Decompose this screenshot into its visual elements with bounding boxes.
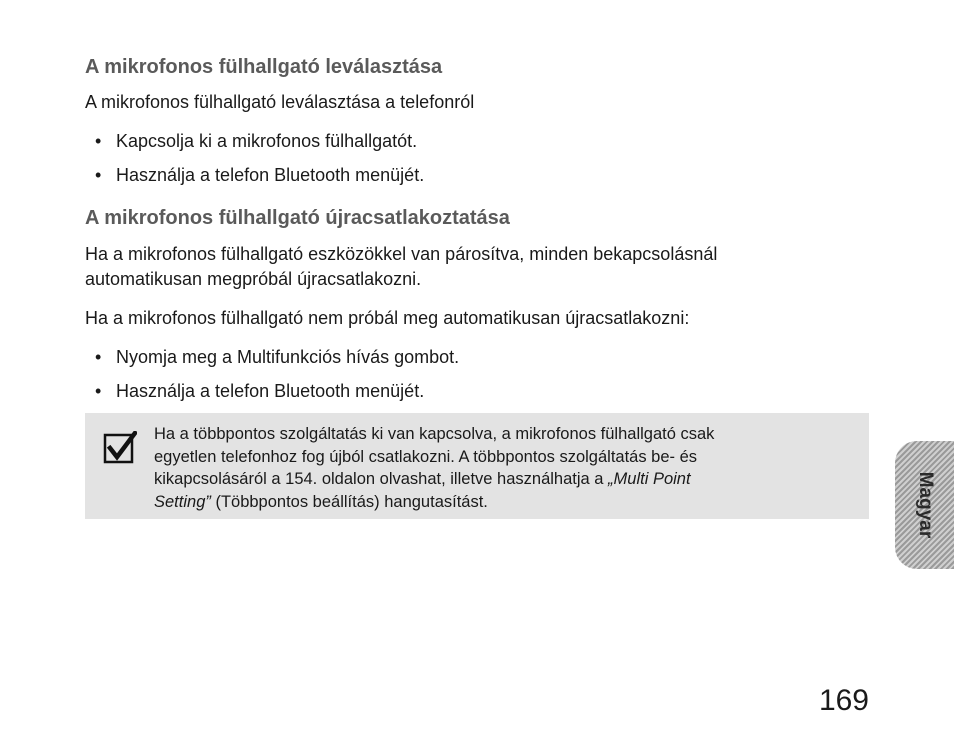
list-item-text: Nyomja meg a Multifunkciós hívás gombot.	[116, 347, 460, 367]
bullet-icon: •	[95, 347, 102, 367]
note-text	[154, 423, 854, 513]
list-item	[85, 380, 459, 414]
note-line-text: (Többpontos beállítás) hangutasítást.	[210, 492, 488, 511]
bullet-icon: •	[95, 165, 102, 185]
section-heading-disconnect: A mikrofonos fülhallgató leválasztása	[85, 56, 443, 78]
bullet-list-reconnect	[85, 346, 459, 414]
paragraph-line: automatikusan megpróbál újracsatlakozni.	[85, 269, 422, 289]
note-line	[154, 491, 854, 514]
page-number: 169	[818, 684, 869, 717]
language-side-tab	[895, 441, 954, 569]
note-line	[154, 468, 854, 491]
list-item-text: Használja a telefon Bluetooth menüjét.	[116, 381, 425, 401]
bullet-list-disconnect	[85, 130, 424, 198]
note-line-italic: „Multi Point	[608, 470, 691, 488]
language-tab-label: Magyar	[914, 471, 936, 539]
note-line-italic: Setting”	[154, 492, 211, 511]
list-item-text: Használja a telefon Bluetooth menüjét.	[116, 165, 425, 185]
paragraph-line: Ha a mikrofonos fülhallgató eszközökkel van párosítva, minden bekapcsolásnál	[85, 244, 718, 264]
section-heading-reconnect: A mikrofonos fülhallgató újracsatlakoztatása	[85, 207, 510, 229]
note-box	[85, 413, 869, 519]
list-item	[85, 346, 459, 380]
section-paragraph-reconnect-2: Ha a mikrofonos fülhallgató nem próbál meg automatikusan újracsatlakozni:	[85, 308, 690, 328]
list-item	[85, 130, 424, 164]
section-paragraph-reconnect-1	[85, 242, 717, 292]
note-line: egyetlen telefonhoz fog újból csatlakozni. A többpontos szolgáltatás be- és	[154, 447, 698, 466]
bullet-icon: •	[95, 131, 102, 151]
note-line: Ha a többpontos szolgáltatás ki van kapcsolva, a mikrofonos fülhallgató csak	[154, 425, 715, 443]
bullet-icon: •	[95, 381, 102, 401]
note-line-text: kikapcsolásáról a 154. oldalon olvashat, illetve használhatja a	[154, 470, 609, 488]
list-item	[85, 164, 424, 198]
section-intro-disconnect: A mikrofonos fülhallgató leválasztása a telefonról	[85, 92, 475, 112]
list-item-text: Kapcsolja ki a mikrofonos fülhallgatót.	[116, 131, 418, 151]
checkbox-check-icon	[103, 431, 137, 465]
